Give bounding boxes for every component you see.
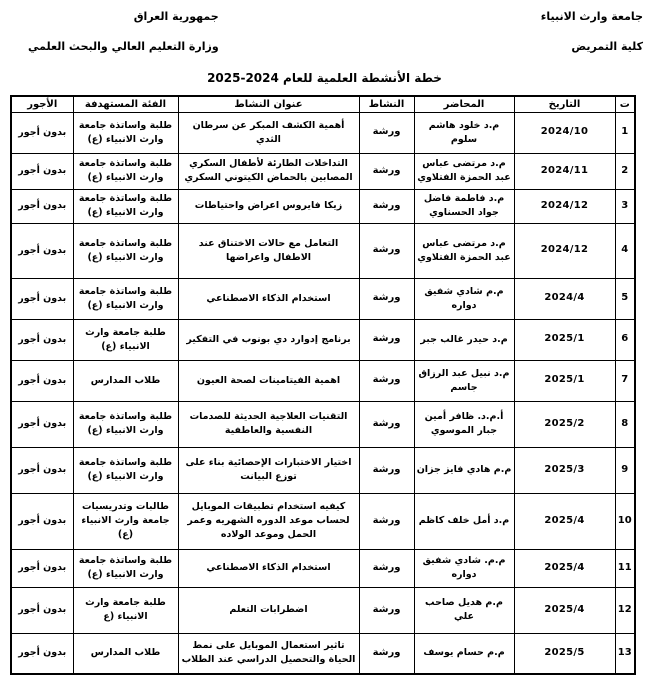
table-row (11, 189, 635, 223)
table-row (11, 401, 635, 447)
activity-title-cell: استخدام الذكاء الاصطناعي (178, 278, 359, 319)
header-number: ت (615, 96, 635, 112)
row-number-cell: 4 (615, 223, 635, 278)
fee-cell: بدون أجور (11, 189, 73, 223)
row-number-cell: 1 (615, 112, 635, 153)
fee-cell: بدون أجور (11, 153, 73, 189)
fee-cell: بدون أجور (11, 447, 73, 493)
fee-cell: بدون أجور (11, 587, 73, 633)
date-cell: 2025/4 (514, 549, 615, 587)
row-number-cell: 8 (615, 401, 635, 447)
activity-title-cell: أهمية الكشف المبكر عن سرطان الثدي (178, 112, 359, 153)
lecturer-cell: م.د مرتضى عباس عبد الحمزة الفتلاوي (414, 153, 514, 189)
target-group-cell: طلبة واساتذة جامعة وارث الانبياء (ع) (73, 153, 178, 189)
fee-cell: بدون أجور (11, 360, 73, 401)
letterhead-left (28, 10, 219, 70)
lecturer-cell: م.م هديل صاحب علي (414, 587, 514, 633)
college-name: كلية التمريض (571, 40, 643, 53)
activity-title-cell: اهمية الفيتامينات لصحة العيون (178, 360, 359, 401)
activity-title-cell: كيفيه استخدام تطبيقات الموبايل لحساب موعد الدوره الشهريه وعمر الحمل وموعد الولاده (178, 493, 359, 549)
table-row (11, 278, 635, 319)
target-group-cell: طلاب المدارس (73, 360, 178, 401)
activity-type-cell: ورشة (359, 447, 414, 493)
table-row (11, 112, 635, 153)
target-group-cell: طلبة جامعة وارث الانبياء (ع) (73, 319, 178, 360)
fee-cell: بدون أجور (11, 112, 73, 153)
table-row (11, 223, 635, 278)
row-number-cell: 9 (615, 447, 635, 493)
date-cell: 2025/3 (514, 447, 615, 493)
header-target-group: الفئة المستهدفة (73, 96, 178, 112)
activity-title-cell: برنامج إدوارد دي بونوب في التفكير (178, 319, 359, 360)
activity-title-cell: زيكا فايروس اعراض واحتياطات (178, 189, 359, 223)
letterhead-right (541, 10, 643, 70)
header-date: التاريخ (514, 96, 615, 112)
fee-cell: بدون أجور (11, 633, 73, 674)
lecturer-cell: م.د خلود هاشم سلوم (414, 112, 514, 153)
activity-title-cell: التقنيات العلاجية الحديثة للصدمات النفسية والعاطفية (178, 401, 359, 447)
activities-table-body (11, 112, 635, 674)
activity-title-cell: اضطرابات التعلم (178, 587, 359, 633)
table-header (11, 96, 635, 112)
activity-type-cell: ورشة (359, 587, 414, 633)
country-name: جمهورية العراق (133, 10, 219, 23)
activity-title-cell: اختيار الاختبارات الإحصائية بناء على توزع البيانت (178, 447, 359, 493)
date-cell: 2024/12 (514, 223, 615, 278)
activity-type-cell: ورشة (359, 633, 414, 674)
activity-type-cell: ورشة (359, 549, 414, 587)
date-cell: 2024/10 (514, 112, 615, 153)
row-number-cell: 10 (615, 493, 635, 549)
lecturer-cell: أ.م.د. ظافر أمين جبار الموسوي (414, 401, 514, 447)
activity-type-cell: ورشة (359, 112, 414, 153)
row-number-cell: 5 (615, 278, 635, 319)
activity-type-cell: ورشة (359, 189, 414, 223)
lecturer-cell: م.م شادي شفيق دواره (414, 278, 514, 319)
lecturer-cell: م.م هادي فايز جزان (414, 447, 514, 493)
target-group-cell: طالبات وتدريسيات جامعة وارث الانبياء (ع) (73, 493, 178, 549)
lecturer-cell: م.م. شادي شفيق دواره (414, 549, 514, 587)
date-cell: 2024/12 (514, 189, 615, 223)
target-group-cell: طلبة واساتذة جامعة وارث الانبياء (ع) (73, 447, 178, 493)
row-number-cell: 3 (615, 189, 635, 223)
fee-cell: بدون أجور (11, 223, 73, 278)
lecturer-cell: م.م حسام يوسف (414, 633, 514, 674)
target-group-cell: طلاب المدارس (73, 633, 178, 674)
activity-title-cell: التعامل مع حالات الاختناق عند الاطفال واعراضها (178, 223, 359, 278)
date-cell: 2025/4 (514, 587, 615, 633)
fee-cell: بدون أجور (11, 549, 73, 587)
target-group-cell: طلبة واساتذة جامعة وارث الانبياء (ع) (73, 549, 178, 587)
fee-cell: بدون أجور (11, 319, 73, 360)
date-cell: 2025/5 (514, 633, 615, 674)
table-row (11, 633, 635, 674)
table-row (11, 493, 635, 549)
table-row (11, 319, 635, 360)
activity-type-cell: ورشة (359, 278, 414, 319)
lecturer-cell: م.د نبيل عبد الرزاق جاسم (414, 360, 514, 401)
row-number-cell: 7 (615, 360, 635, 401)
letterhead (0, 0, 649, 70)
date-cell: 2024/11 (514, 153, 615, 189)
target-group-cell: طلبة واساتذة جامعة وارث الانبياء (ع) (73, 112, 178, 153)
activity-title-cell: تاثير استعمال الموبايل على نمط الحياة والتحصيل الدراسي عند الطلاب (178, 633, 359, 674)
header-fee: الأجور (11, 96, 73, 112)
date-cell: 2024/4 (514, 278, 615, 319)
activity-type-cell: ورشة (359, 319, 414, 360)
lecturer-cell: م.د فاطمة فاضل جواد الحسناوي (414, 189, 514, 223)
table-row (11, 153, 635, 189)
activity-type-cell: ورشة (359, 401, 414, 447)
activity-type-cell: ورشة (359, 360, 414, 401)
row-number-cell: 12 (615, 587, 635, 633)
activity-title-cell: استخدام الذكاء الاصطناعي (178, 549, 359, 587)
table-row (11, 447, 635, 493)
row-number-cell: 11 (615, 549, 635, 587)
header-activity-title: عنوان النشاط (178, 96, 359, 112)
table-row (11, 360, 635, 401)
row-number-cell: 2 (615, 153, 635, 189)
date-cell: 2025/2 (514, 401, 615, 447)
row-number-cell: 13 (615, 633, 635, 674)
date-cell: 2025/1 (514, 319, 615, 360)
table-header-row (11, 96, 635, 112)
page-title: خطة الأنشطة العلمية للعام 2024-2025 (207, 71, 442, 85)
fee-cell: بدون أجور (11, 493, 73, 549)
activity-type-cell: ورشة (359, 223, 414, 278)
target-group-cell: طلبة جامعة وارث الانبياء (ع (73, 587, 178, 633)
header-activity: النشاط (359, 96, 414, 112)
target-group-cell: طلبة واساتذة جامعة وارث الانبياء (ع) (73, 223, 178, 278)
activity-title-cell: التداخلات الطارئة لأطفال السكري المصابين بالحماض الكيتوني السكري (178, 153, 359, 189)
header-lecturer: المحاضر (414, 96, 514, 112)
lecturer-cell: م.د أمل خلف كاظم (414, 493, 514, 549)
table-row (11, 549, 635, 587)
lecturer-cell: م.د حيدر غالب جبر (414, 319, 514, 360)
activity-type-cell: ورشة (359, 153, 414, 189)
lecturer-cell: م.د مرتضى عباس عبد الحمزة الفتلاوي (414, 223, 514, 278)
date-cell: 2025/1 (514, 360, 615, 401)
target-group-cell: طلبة واساتذة جامعة وارث الانبياء (ع) (73, 189, 178, 223)
target-group-cell: طلبة واساتذة جامعة وارث الانبياء (ع) (73, 278, 178, 319)
row-number-cell: 6 (615, 319, 635, 360)
fee-cell: بدون أجور (11, 401, 73, 447)
fee-cell: بدون أجور (11, 278, 73, 319)
table-row (11, 587, 635, 633)
activity-type-cell: ورشة (359, 493, 414, 549)
target-group-cell: طلبة واساتذة جامعة وارث الانبياء (ع) (73, 401, 178, 447)
ministry-name: وزارة التعليم العالي والبحث العلمي (28, 40, 219, 53)
activities-table (10, 95, 636, 675)
university-name: جامعة وارث الانبياء (540, 10, 643, 23)
date-cell: 2025/4 (514, 493, 615, 549)
